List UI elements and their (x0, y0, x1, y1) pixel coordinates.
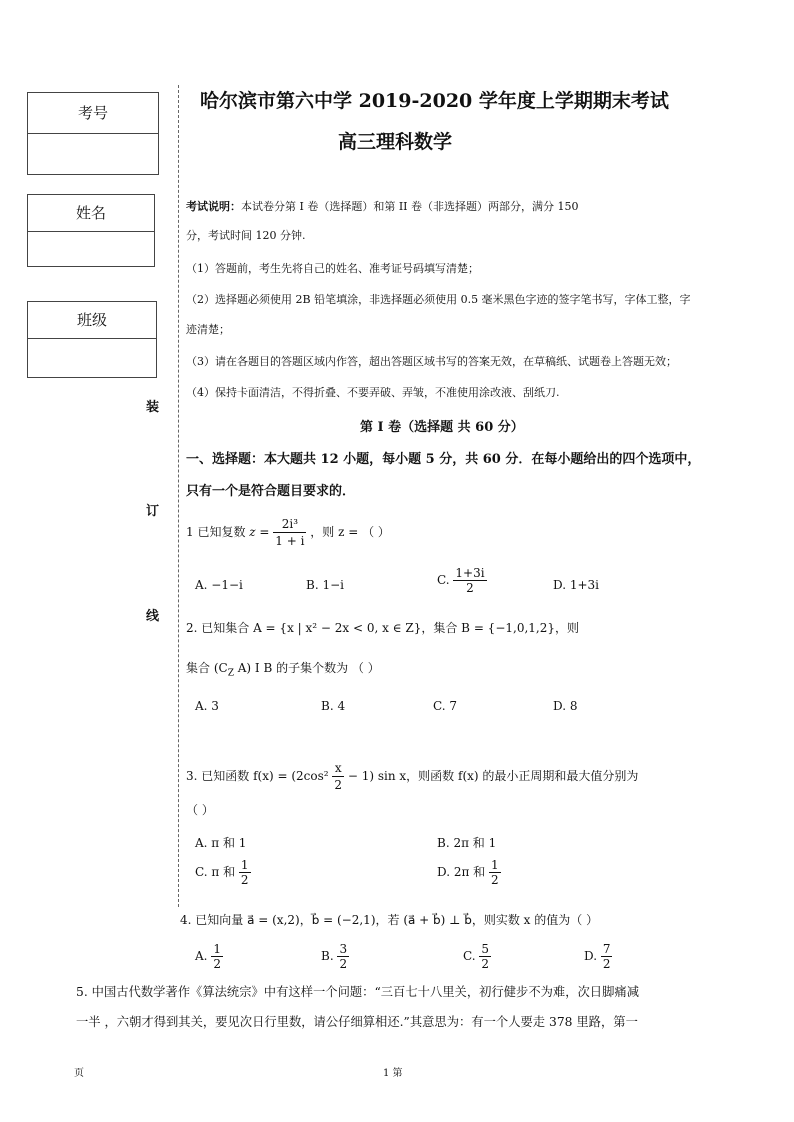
q2-option-d: D. 8 (553, 699, 578, 713)
question-2-line1: 2. 已知集合 A = {x | x² − 2x < 0, x ∈ Z}，集合 B = {−1,0,1,2}，则 (186, 621, 579, 635)
section-heading: 第 I 卷（选择题 共 60 分） (360, 420, 524, 435)
q2-option-b: B. 4 (321, 699, 346, 713)
q3-option-b: B. 2π 和 1 (437, 836, 497, 850)
question-4: 4. 已知向量 a⃗ = (x,2)，b⃗ = (−2,1)，若 (a⃗ + b⃗) ⊥ b⃗，则实数 x 的值为（ ） (180, 913, 599, 927)
q2-option-a: A. 3 (195, 699, 219, 713)
page-title: 哈尔滨市第六中学 2019-2020 学年度上学期期末考试 (200, 90, 669, 112)
class-label: 班级 (28, 302, 156, 339)
name-field (28, 232, 154, 266)
q3-option-a: A. π 和 1 (195, 836, 247, 850)
instructions-item-2: （2）选择题必须使用 2B 铅笔填涂，非选择题必须使用 0.5 毫米黑色字迹的签字笔书写，字体工整，字 (186, 293, 691, 306)
section-intro-line1: 一、选择题：本大题共 12 小题，每小题 5 分，共 60 分．在每小题给出的四个选项中， (186, 452, 701, 467)
instructions-item-4: （4）保持卡面清洁，不得折叠、不要弄破、弄皱，不准使用涂改液、刮纸刀. (186, 386, 560, 399)
name-label: 姓名 (28, 195, 154, 232)
question-3: 3. 已知函数 f(x) = (2cos² $\frac{x}{2}$ − 1) sin x，则函数 f(x) 的最小正周期和最大值分别为 (186, 761, 639, 792)
section-intro-line2: 只有一个是符合题目要求的． (186, 484, 356, 499)
q3-option-d: D. 2π 和 $\frac{1}{2}$ (437, 858, 499, 887)
q2-option-c: C. 7 (433, 699, 458, 713)
instructions-line2: 分，考试时间 120 分钟. (186, 229, 306, 242)
q4-option-b: B. $\frac{3}{2}$ (321, 942, 348, 971)
instructions-item-3: （3）请在各题目的答题区域内作答，超出答题区域书写的答案无效，在草稿纸、试题卷上答题无效； (186, 355, 677, 368)
binding-line (178, 85, 179, 907)
binding-mark-xian: 线 (146, 609, 160, 624)
question-2-line2: 集合 ($C_Z$ A) I B 的子集个数为 （ ） (186, 661, 380, 679)
exam-number-field (28, 134, 158, 174)
class-field (28, 339, 156, 377)
question-3-paren: （ ） (186, 803, 214, 817)
q1-option-b: B. 1−i (306, 578, 344, 592)
instructions-item-2-cont: 迹清楚； (186, 323, 230, 336)
class-box (27, 301, 157, 378)
exam-number-box (27, 92, 159, 175)
instructions-lead: 考试说明： (186, 200, 241, 213)
q1-option-c: C. $\frac{1+3i}{2}$ (437, 566, 485, 595)
instructions-item-1: （1）答题前，考生先将自己的姓名、准考证号码填写清楚； (186, 262, 479, 275)
question-5-line1: 5. 中国古代数学著作《算法统宗》中有这样一个问题：“三百七十八里关，初行健步不为难，次日脚痛减 (76, 985, 639, 999)
question-5-line2: 一半 ，六朝才得到其关，要见次日行里数，请公仔细算相还.”其意思为：有一个人要走 378 里路，第一 (76, 1015, 638, 1029)
footer-left: 页 (74, 1068, 84, 1079)
question-1: 1 已知复数 z = $\frac{\text{2i³}}{1 + i}$ ，则 z = （ ） (186, 517, 390, 548)
instructions-line1: 考试说明：本试卷分第 I 卷（选择题）和第 II 卷（非选择题）两部分，满分 150 (186, 200, 579, 213)
q3-option-c: C. π 和 $\frac{1}{2}$ (195, 858, 249, 887)
q1-option-a: A. −1−i (195, 578, 243, 592)
name-box (27, 194, 155, 267)
binding-mark-ding: 订 (146, 504, 160, 519)
q1-option-d: D. 1+3i (553, 578, 599, 592)
q1-fraction: $\frac{\text{2i³}}{1 + i}$ (275, 517, 305, 548)
q4-option-c: C. $\frac{5}{2}$ (463, 942, 490, 971)
footer-page-number: 1 第 (383, 1068, 403, 1079)
q4-option-a: A. $\frac{1}{2}$ (195, 942, 221, 971)
exam-number-label: 考号 (28, 93, 158, 134)
page-subtitle: 高三理科数学 (338, 131, 453, 153)
q4-option-d: D. $\frac{7}{2}$ (584, 942, 611, 971)
binding-mark-zhuang: 装 (146, 400, 160, 415)
